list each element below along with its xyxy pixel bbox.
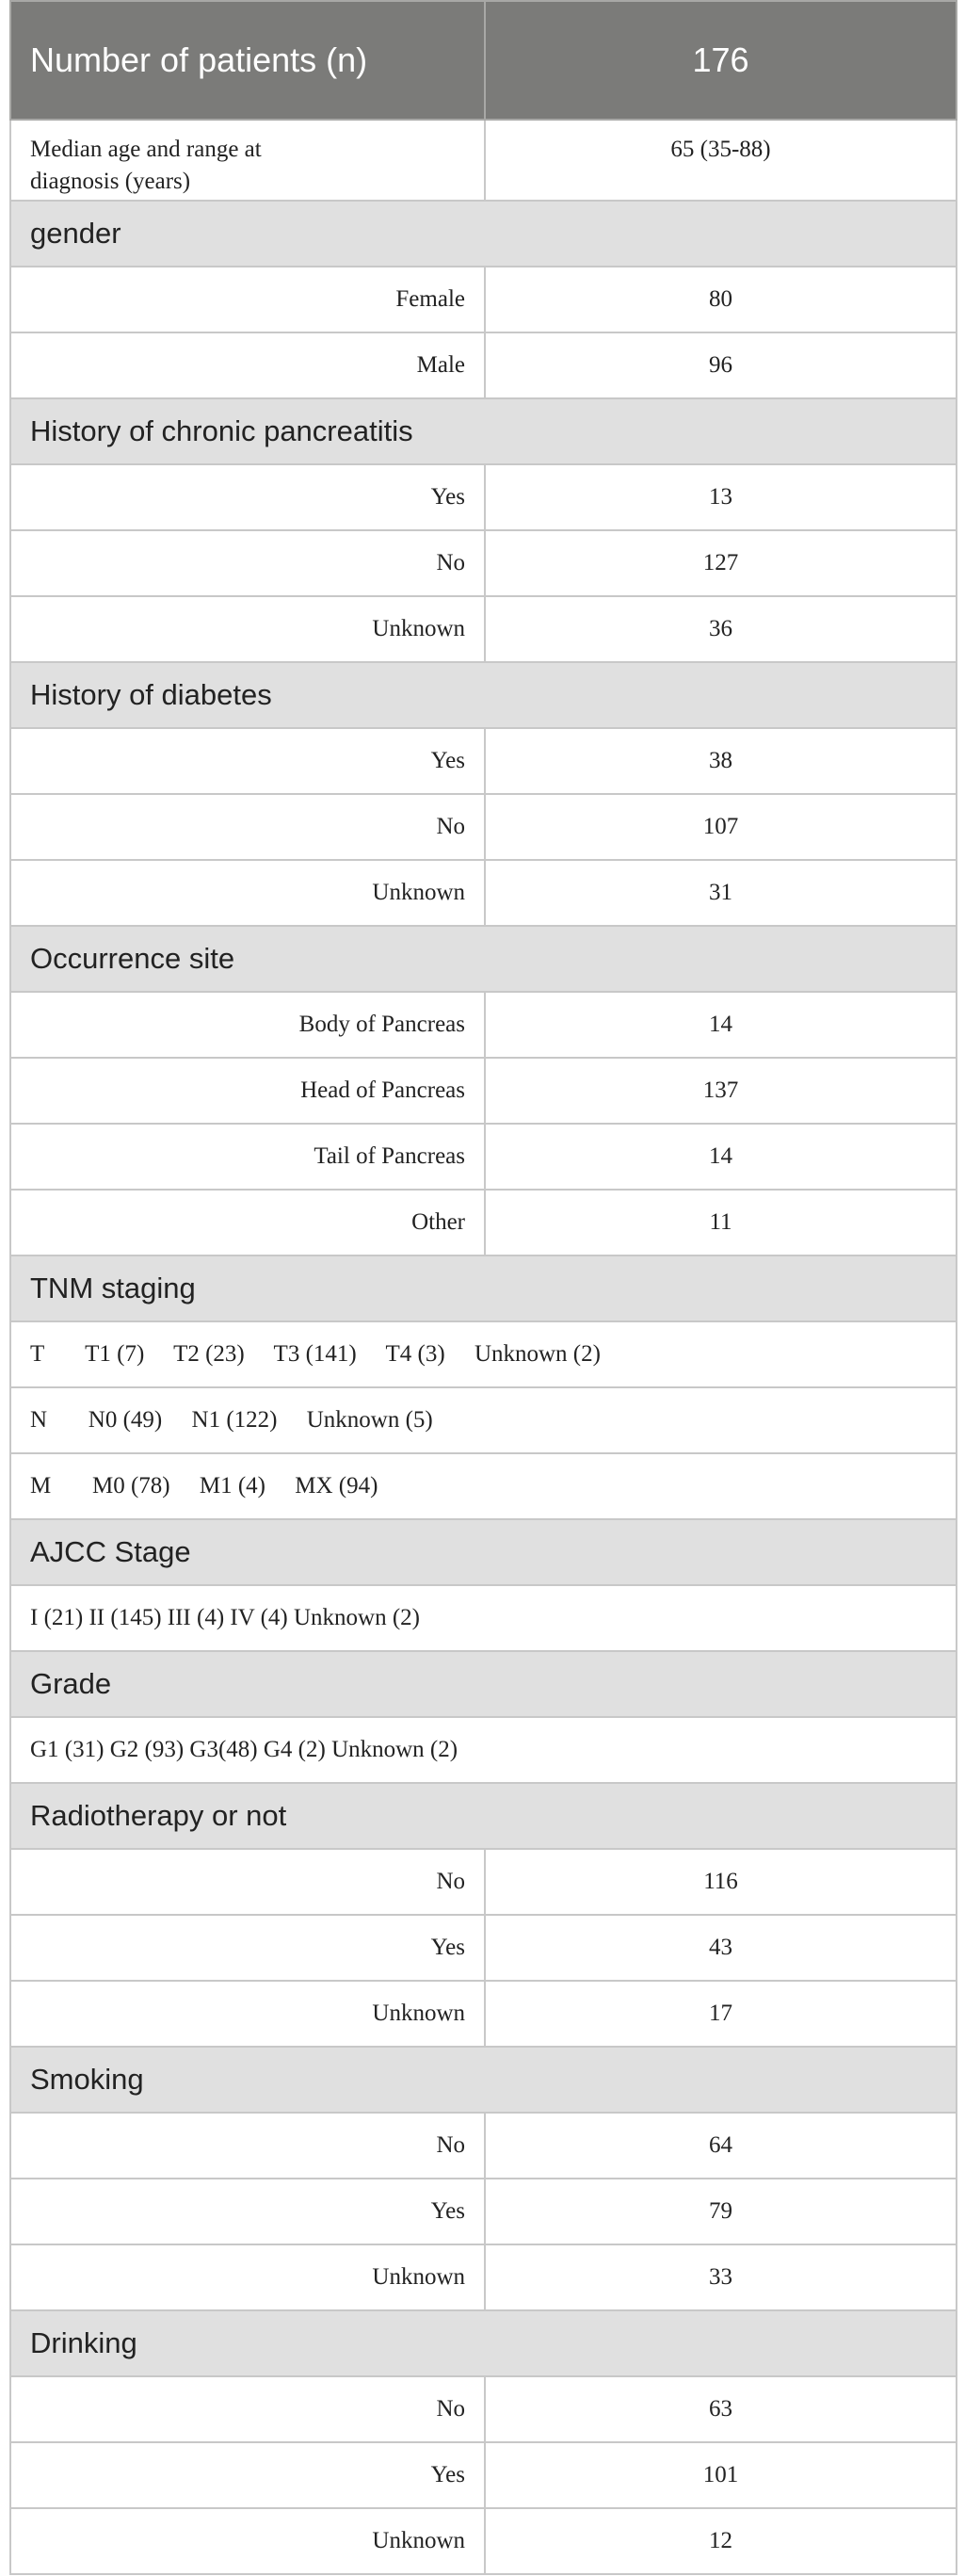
row-value: 64 bbox=[485, 2113, 957, 2179]
section-title-chronic-pancreatitis: History of chronic pancreatitis bbox=[10, 398, 957, 464]
table-row bbox=[10, 2244, 957, 2310]
table-row bbox=[10, 267, 957, 332]
section-title-drinking: Drinking bbox=[10, 2310, 957, 2376]
section-header bbox=[10, 2310, 957, 2376]
section-title-grade: Grade bbox=[10, 1651, 957, 1717]
row-label: Yes bbox=[10, 1915, 485, 1981]
table-row bbox=[10, 596, 957, 662]
row-label: Other bbox=[10, 1190, 485, 1256]
row-label: Yes bbox=[10, 728, 485, 794]
table-row bbox=[10, 2442, 957, 2508]
age-label-line1: Median age and range at bbox=[30, 137, 262, 162]
section-title-gender: gender bbox=[10, 201, 957, 267]
table-row bbox=[10, 2113, 957, 2179]
table-row bbox=[10, 2179, 957, 2244]
row-label: Female bbox=[10, 267, 485, 332]
row-label: Tail of Pancreas bbox=[10, 1124, 485, 1190]
table-row bbox=[10, 794, 957, 860]
table-row bbox=[10, 1717, 957, 1783]
age-label bbox=[10, 120, 485, 201]
row-value: 36 bbox=[485, 596, 957, 662]
section-title-ajcc-stage: AJCC Stage bbox=[10, 1519, 957, 1585]
row-label: Unknown bbox=[10, 860, 485, 926]
table-row bbox=[10, 2508, 957, 2574]
row-value: 31 bbox=[485, 860, 957, 926]
row-value: 116 bbox=[485, 1849, 957, 1915]
tnm-m-row: M M0 (78) M1 (4) MX (94) bbox=[10, 1453, 957, 1519]
table-row bbox=[10, 1585, 957, 1651]
row-value: 80 bbox=[485, 267, 957, 332]
row-label: Head of Pancreas bbox=[10, 1058, 485, 1124]
section-title-diabetes: History of diabetes bbox=[10, 662, 957, 728]
section-header bbox=[10, 662, 957, 728]
table-row bbox=[10, 1915, 957, 1981]
row-value: 14 bbox=[485, 992, 957, 1058]
table-row bbox=[10, 464, 957, 530]
section-header bbox=[10, 201, 957, 267]
row-value: 11 bbox=[485, 1190, 957, 1256]
header-value: 176 bbox=[485, 1, 957, 120]
row-value: 14 bbox=[485, 1124, 957, 1190]
age-value: 65 (35-88) bbox=[485, 120, 957, 201]
table-row bbox=[10, 1849, 957, 1915]
row-value: 79 bbox=[485, 2179, 957, 2244]
section-header bbox=[10, 398, 957, 464]
row-label: Male bbox=[10, 332, 485, 398]
row-value: 127 bbox=[485, 530, 957, 596]
table-row bbox=[10, 332, 957, 398]
row-label: Yes bbox=[10, 464, 485, 530]
section-header bbox=[10, 2047, 957, 2113]
row-label: Yes bbox=[10, 2442, 485, 2508]
row-value: 63 bbox=[485, 2376, 957, 2442]
section-header bbox=[10, 1256, 957, 1321]
age-label-line2: diagnosis (years) bbox=[30, 169, 191, 194]
row-label: Body of Pancreas bbox=[10, 992, 485, 1058]
table-row bbox=[10, 530, 957, 596]
row-label: No bbox=[10, 1849, 485, 1915]
row-label: No bbox=[10, 530, 485, 596]
section-header bbox=[10, 1783, 957, 1849]
table-row bbox=[10, 2376, 957, 2442]
table-row bbox=[10, 1981, 957, 2047]
section-header bbox=[10, 926, 957, 992]
section-title-occurrence-site: Occurrence site bbox=[10, 926, 957, 992]
row-label: Unknown bbox=[10, 2508, 485, 2574]
section-header bbox=[10, 1651, 957, 1717]
row-label: No bbox=[10, 2113, 485, 2179]
row-value: 96 bbox=[485, 332, 957, 398]
table-row bbox=[10, 728, 957, 794]
tnm-t-row: T T1 (7) T2 (23) T3 (141) T4 (3) Unknown (2) bbox=[10, 1321, 957, 1387]
row-label: Unknown bbox=[10, 1981, 485, 2047]
row-value: 13 bbox=[485, 464, 957, 530]
tnm-n-row: N N0 (49) N1 (122) Unknown (5) bbox=[10, 1387, 957, 1453]
row-label: No bbox=[10, 794, 485, 860]
ajcc-stage-values: I (21) II (145) III (4) IV (4) Unknown (2) bbox=[10, 1585, 957, 1651]
row-label: No bbox=[10, 2376, 485, 2442]
table-row bbox=[10, 1124, 957, 1190]
table-row bbox=[10, 860, 957, 926]
header-label: Number of patients (n) bbox=[10, 1, 485, 120]
row-value: 17 bbox=[485, 1981, 957, 2047]
table-row bbox=[10, 1387, 957, 1453]
row-value: 107 bbox=[485, 794, 957, 860]
grade-values: G1 (31) G2 (93) G3(48) G4 (2) Unknown (2) bbox=[10, 1717, 957, 1783]
table-row bbox=[10, 1190, 957, 1256]
table-row bbox=[10, 1453, 957, 1519]
row-label: Yes bbox=[10, 2179, 485, 2244]
table-header bbox=[10, 1, 957, 120]
row-value: 137 bbox=[485, 1058, 957, 1124]
row-value: 12 bbox=[485, 2508, 957, 2574]
age-row bbox=[10, 120, 957, 201]
section-title-tnm-staging: TNM staging bbox=[10, 1256, 957, 1321]
row-value: 101 bbox=[485, 2442, 957, 2508]
table-row bbox=[10, 1321, 957, 1387]
table-row bbox=[10, 992, 957, 1058]
row-value: 33 bbox=[485, 2244, 957, 2310]
row-value: 43 bbox=[485, 1915, 957, 1981]
row-label: Unknown bbox=[10, 596, 485, 662]
section-title-radiotherapy: Radiotherapy or not bbox=[10, 1783, 957, 1849]
section-header bbox=[10, 1519, 957, 1585]
row-value: 38 bbox=[485, 728, 957, 794]
table-row bbox=[10, 1058, 957, 1124]
section-title-smoking: Smoking bbox=[10, 2047, 957, 2113]
patient-characteristics-table bbox=[9, 0, 957, 2575]
row-label: Unknown bbox=[10, 2244, 485, 2310]
